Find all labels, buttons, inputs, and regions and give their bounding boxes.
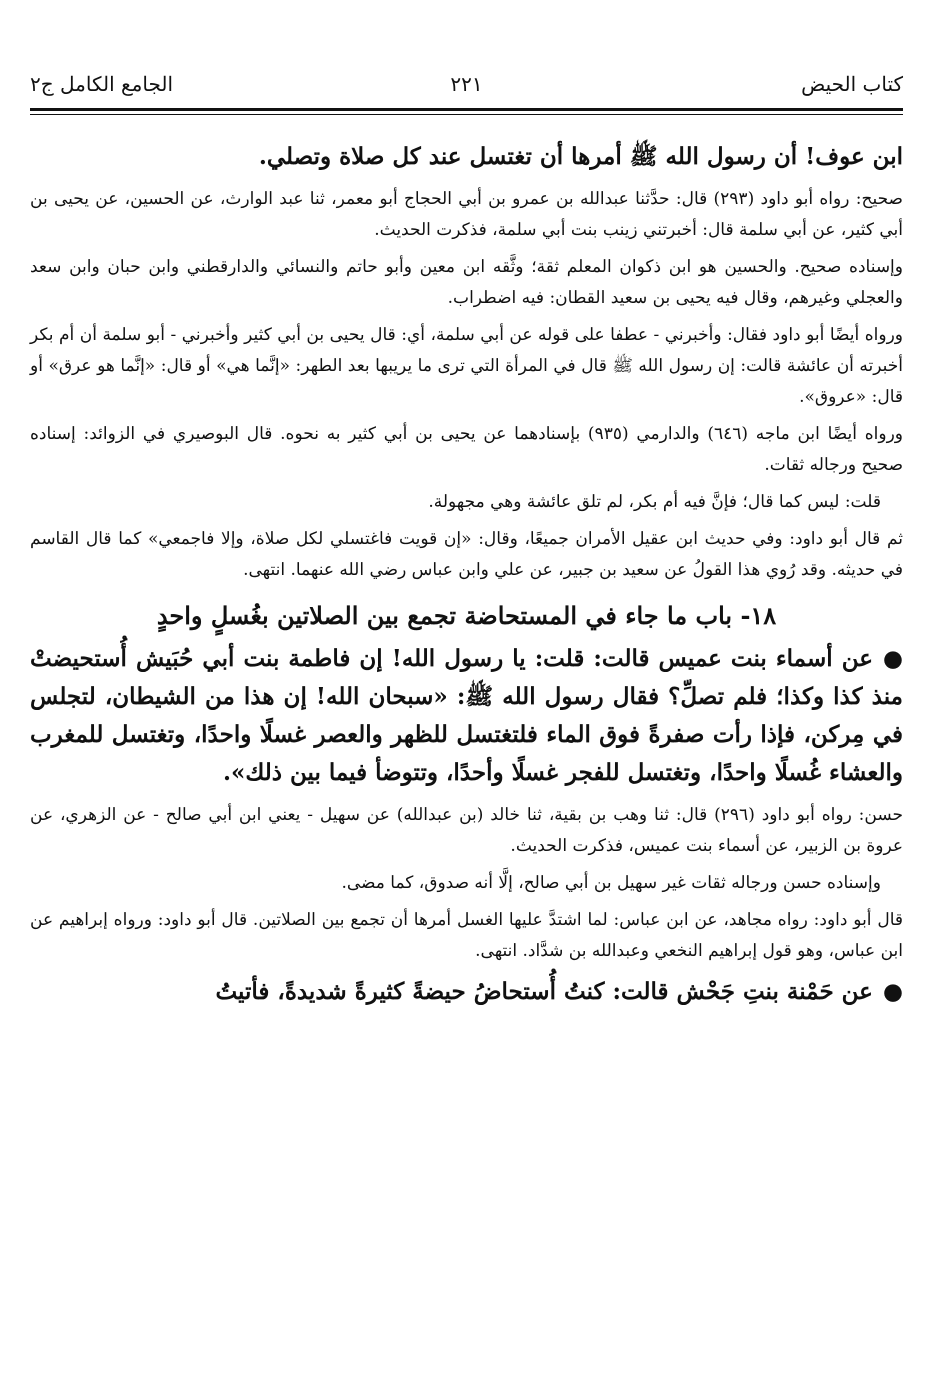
book-title: كتاب الحيض: [801, 72, 903, 96]
narration-note: ورواه أيضًا أبو داود فقال: وأخبرني - عطفا على قوله عن أبي سلمة، أي: قال يحيى بن أبي كثير وأخبرني - أبو سلمة أن أم بكر أخبرته أن عائشة قالت: إن رسول الله ﷺ قال في المرأة التي ترى ما يريبها بعد الطهر: «إنَّما هي» أو قال: «إنَّما هو عرق» أو قال: «عروق».: [30, 325, 903, 407]
hadith-text: [30, 640, 903, 792]
narration-note: ثم قال أبو داود: وفي حديث ابن عقيل الأمران جميعًا، وقال: «إن قويت فاغتسلي لكل صلاة، وإلا فاجمعي» كما قال القاسم في حديثه. وقد رُوي هذا القولُ عن سعيد بن جبير، عن علي وابن عباس رضي الله عنهما. انتهى.: [30, 529, 903, 580]
section-heading: ١٨- باب ما جاء في المستحاضة تجمع بين الصلاتين بغُسلٍ واحدٍ: [156, 601, 777, 630]
hadith-body: عن أسماء بنت عميس قالت: قلت: يا رسول الله! إن فاطمة بنت أبي حُبَيش أُستحيضتْ منذ كذا وكذا؛ فلم تصلِّ؟ فقال رسول الله ﷺ: «سبحان الله! إن هذا من الشيطان، لتجلس في مِركن، فإذا رأت صفرةً فوق الماء فلتغتسل للظهر والعصر غسلًا واحدًا، وتغتسل للمغرب والعشاء غُسلًا واحدًا، وتغتسل للفجر غسلًا وأحدًا، وتتوضأ فيما بين ذلك».: [30, 645, 903, 786]
narration-note: ورواه أيضًا ابن ماجه (٦٤٦) والدارمي (٩٣٥) بإسنادهما عن يحيى بن أبي كثير به نحوه. قال البوصيري في الزوائد: إسناده صحيح ورجاله ثقات.: [30, 424, 903, 475]
hadith-body: عن حَمْنة بنتِ جَحْش قالت: كنتُ أُستحاضُ حيضةً كثيرةً شديدةً، فأتيتُ: [215, 978, 873, 1005]
grading-note: حسن: رواه أبو داود (٢٩٦) قال: ثنا وهب بن بقية، ثنا خالد (بن عبدالله) عن سهيل - يعني ابن أبي صالح - عن الزهري، عن عروة بن الزبير، عن أسماء بنت عميس، فذكرت الحديث.: [30, 805, 903, 856]
isnad-note: وإسناده صحيح. والحسين هو ابن ذكوان المعلم ثقة؛ وثَّقه ابن معين وأبو حاتم والنسائي والدارقطني وابن حبان وابن سعد والعجلي وغيرهم، وقال فيه يحيى بن سعيد القطان: فيه اضطراب.: [30, 257, 903, 308]
bullet-icon: ●: [882, 645, 903, 672]
hadith-text-continued: ابن عوف! أن رسول الله ﷺ أمرها أن تغتسل عند كل صلاة وتصلي.: [258, 143, 903, 170]
hadith-text: [30, 973, 903, 1011]
page-header: [30, 62, 903, 102]
isnad-note: وإسناده حسن ورجاله ثقات غير سهيل بن أبي صالح، إلَّا أنه صدوق، كما مضى.: [341, 873, 881, 893]
header-rule-thin: [30, 114, 903, 115]
bullet-icon: ●: [882, 978, 903, 1005]
page-body: [30, 138, 903, 1019]
author-comment: قلت: ليس كما قال؛ فإنَّ فيه أم بكر، لم تلق عائشة وهي مجهولة.: [428, 492, 881, 512]
page-number: ٢٢١: [450, 72, 483, 96]
grading-note: صحيح: رواه أبو داود (٢٩٣) قال: حدَّثنا عبدالله بن عمرو بن أبي الحجاج أبو معمر، ثنا عبد الوارث، عن الحسين، عن يحيى بن أبي كثير، عن أبي سلمة قال: أخبرتني زينب بنت أبي سلمة، فذكرت الحديث.: [30, 189, 903, 240]
work-title: الجامع الكامل ج٢: [30, 72, 174, 96]
document-page: [30, 0, 903, 1378]
header-rule-thick: [30, 108, 903, 111]
narration-note: قال أبو داود: رواه مجاهد، عن ابن عباس: لما اشتدَّ عليها الغسل أمرها أن تجمع بين الصلاتين. قال أبو داود: ورواه إبراهيم عن ابن عباس، وهو قول إبراهيم النخعي وعبدالله بن شدَّاد. انتهى.: [30, 910, 903, 961]
